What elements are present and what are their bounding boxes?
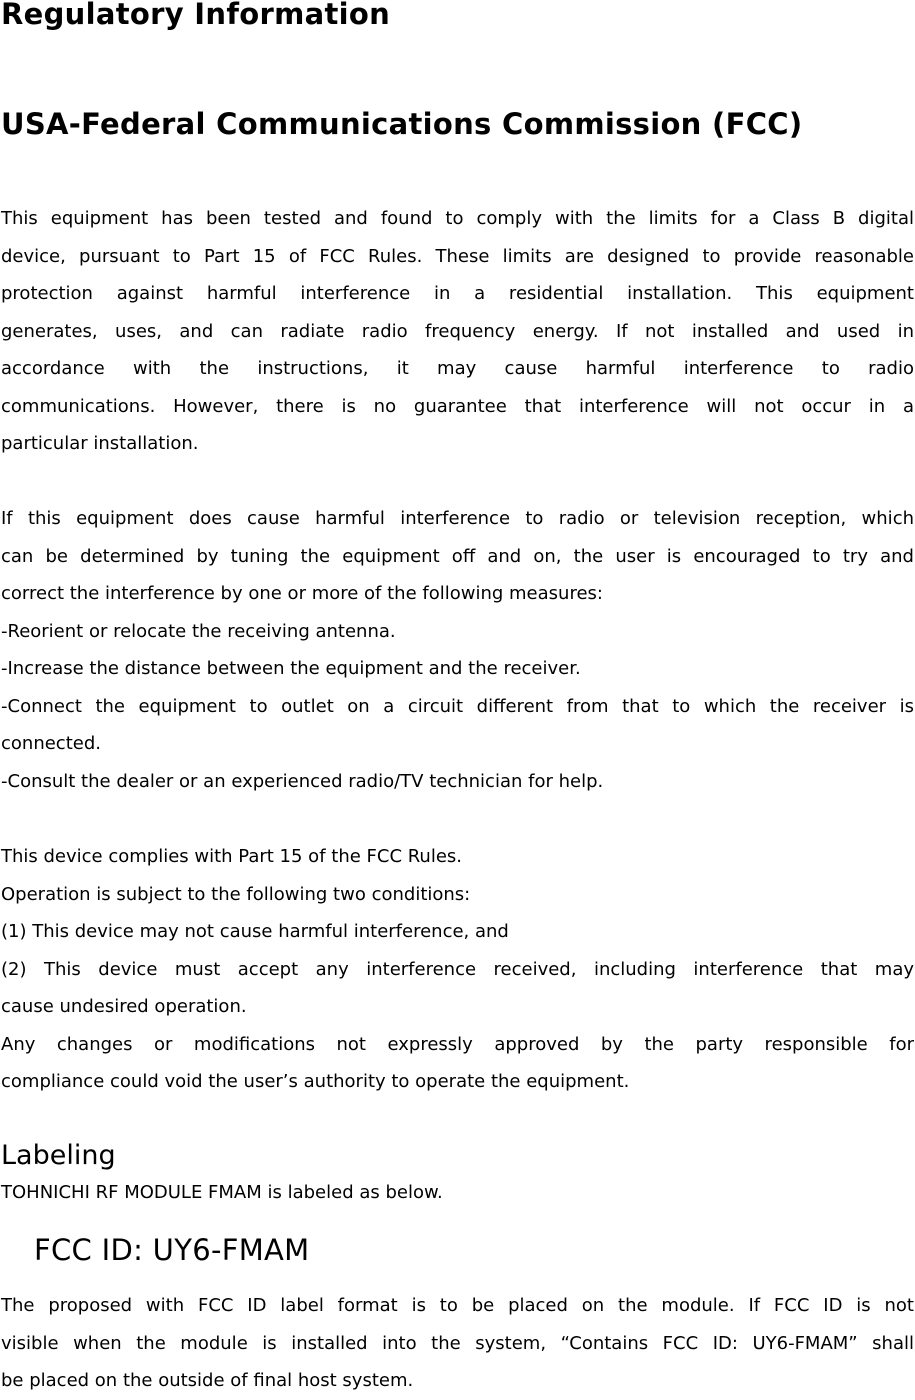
- measure-item: connected.: [1, 733, 101, 754]
- paragraph-line: This equipment has been tested and found to comply with the limits for a Class B digital: [1, 208, 914, 229]
- paragraph-line: compliance could void the user’s authority to operate the equipment.: [1, 1071, 630, 1092]
- measure-item: -Connect the equipment to outlet on a circuit different from that to which the receiver is: [1, 695, 914, 717]
- paragraph-line: TOHNICHI RF MODULE FMAM is labeled as below.: [1, 1182, 443, 1203]
- paragraph-line: accordance with the instructions, it may cause harmful interference to radio: [1, 358, 914, 379]
- paragraph-line: visible when the module is installed into the system, “Contains FCC ID: UY6-FMAM” shall: [1, 1332, 914, 1354]
- measure-item: -Reorient or relocate the receiving antenna.: [1, 620, 396, 642]
- measure-item: -Increase the distance between the equipment and the receiver.: [1, 658, 581, 679]
- paragraph-line: communications. However, there is no guarantee that interference will not occur in a: [1, 395, 914, 417]
- paragraph-line: This device complies with Part 15 of the FCC Rules.: [1, 846, 463, 867]
- paragraph-line: be placed on the outside of final host system.: [1, 1370, 414, 1391]
- paragraph-line: cause undesired operation.: [1, 996, 247, 1017]
- fcc-id-label: FCC ID: UY6-FMAM: [34, 1233, 310, 1267]
- paragraph-line: protection against harmful interference in a residential installation. This equipment: [1, 283, 914, 304]
- paragraph-line: (2) This device must accept any interference received, including interference that may: [1, 958, 914, 980]
- paragraph-line: Any changes or modifications not expressly approved by the party responsible for: [1, 1033, 914, 1055]
- paragraph-class-b-compliance: [1, 200, 914, 463]
- paragraph-interference-measures: [1, 500, 914, 800]
- paragraph-line: particular installation.: [1, 433, 199, 454]
- page-title: Regulatory Information: [1, 0, 391, 31]
- paragraph-line: The proposed with FCC ID label format is to be placed on the module. If FCC ID is not: [1, 1295, 914, 1316]
- paragraph-line: can be determined by tuning the equipment off and on, the user is encouraged to try and: [1, 545, 914, 567]
- paragraph-part15-conditions: [1, 838, 914, 1101]
- measure-item: -Consult the dealer or an experienced radio/TV technician for help.: [1, 770, 604, 792]
- paragraph-line: If this equipment does cause harmful interference to radio or television reception, which: [1, 508, 914, 529]
- paragraph-line: Operation is subject to the following two conditions:: [1, 883, 471, 905]
- paragraph-label-placement: [1, 1287, 914, 1400]
- labeling-heading: Labeling: [1, 1140, 116, 1171]
- paragraph-line: (1) This device may not cause harmful interference, and: [1, 921, 509, 942]
- section-heading-fcc: USA-Federal Communications Commission (FCC): [1, 107, 803, 141]
- labeling-text: [1, 1174, 914, 1212]
- paragraph-line: generates, uses, and can radiate radio frequency energy. If not installed and used in: [1, 320, 914, 342]
- paragraph-line: correct the interference by one or more of the following measures:: [1, 583, 603, 604]
- paragraph-line: device, pursuant to Part 15 of FCC Rules. These limits are designed to provide reasonable: [1, 245, 914, 267]
